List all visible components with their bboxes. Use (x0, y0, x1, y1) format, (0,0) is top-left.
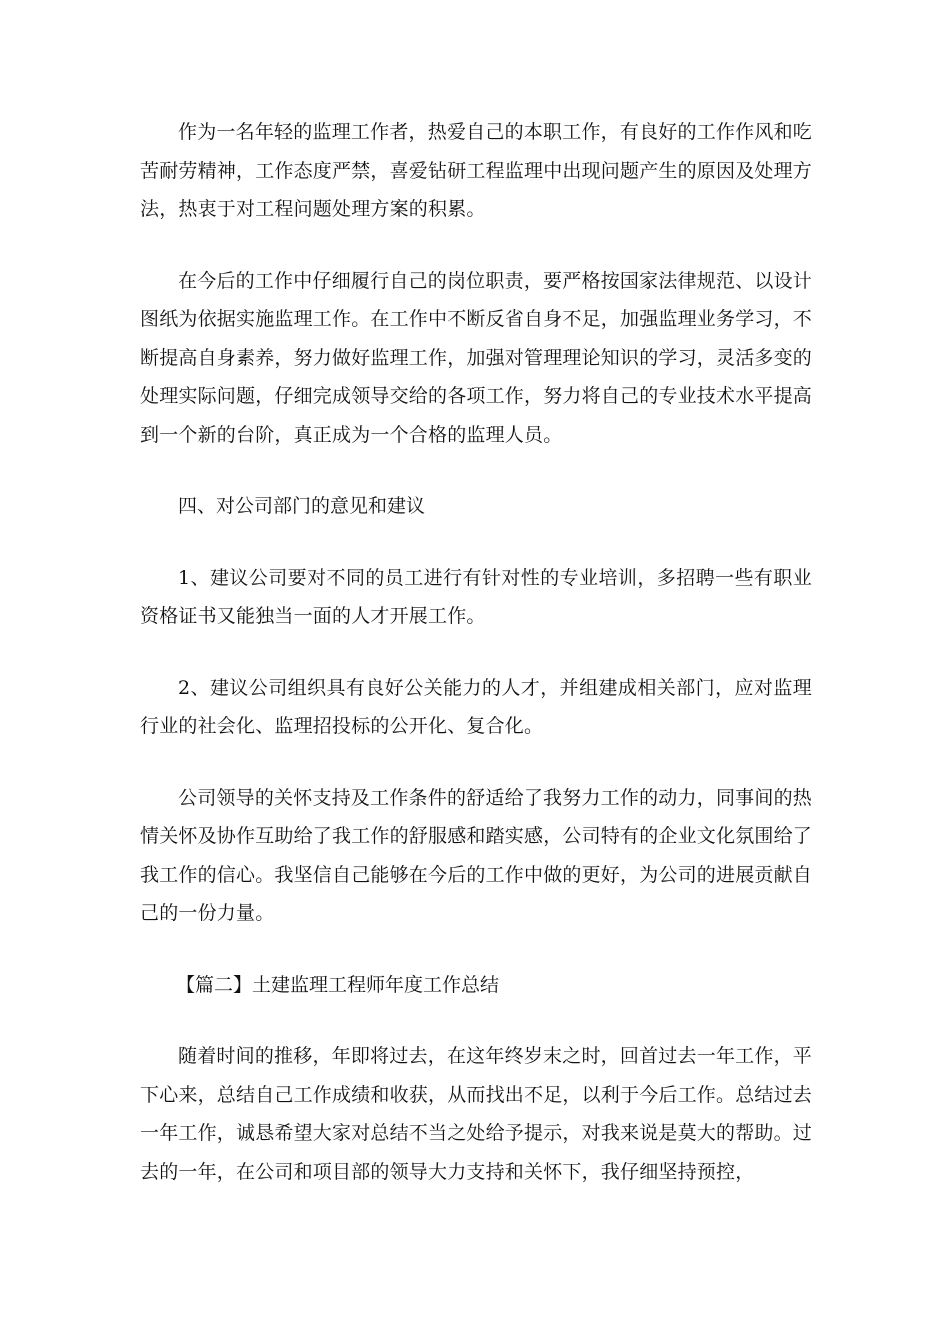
paragraph-part-two-intro: 随着时间的推移，年即将过去，在这年终岁末之时，回首过去一年工作，平下心来，总结自己工作成绩和收获，从而找出不足，以利于今后工作。总结过去一年工作，诚恳希望大家对总结不当之处给予提示，对我来说是莫大的帮助。过去的一年，在公司和项目部的领导大力支持和关怀下，我仔细坚持预控， (140, 1045, 813, 1183)
section-four-heading: 四、对公司部门的意见和建议 (178, 495, 426, 517)
part-two-title: 【篇二】土建监理工程师年度工作总结 (176, 973, 500, 996)
paragraph-attitude: 作为一名年轻的监理工作者，热爱自己的本职工作，有良好的工作作风和吃苦耐劳精神，工作态度严禁，喜爱钻研工程监理中出现问题产生的原因及处理方法，热衷于对工程问题处理方案的积累。 (140, 121, 813, 220)
suggestion-item-2: 2、建议公司组织具有良好公关能力的人才，并组建成相关部门，应对监理行业的社会化、监理招投标的公开化、复合化。 (140, 676, 812, 737)
suggestion-item-1: 1、建议公司要对不同的员工进行有针对性的专业培训，多招聘一些有职业资格证书又能独当一面的人才开展工作。 (140, 566, 812, 627)
document-body (140, 113, 812, 1191)
paragraph-future-work: 在今后的工作中仔细履行自己的岗位职责，要严格按国家法律规范、以设计图纸为依据实施监理工作。在工作中不断反省自身不足，加强监理业务学习，不断提高自身素养，努力做好监理工作，加强对管理理论知识的学习，灵活多变的处理实际问题，仔细完成领导交给的各项工作，努力将自己的专业技术水平提高到一个新的台阶，真正成为一个合格的监理人员。 (140, 269, 813, 446)
paragraph-closing: 公司领导的关怀支持及工作条件的舒适给了我努力工作的动力，同事间的热情关怀及协作互助给了我工作的舒服感和踏实感，公司特有的企业文化氛围给了我工作的信心。我坚信自己能够在今后的工作中做的更好，为公司的进展贡献自己的一份力量。 (140, 786, 813, 924)
